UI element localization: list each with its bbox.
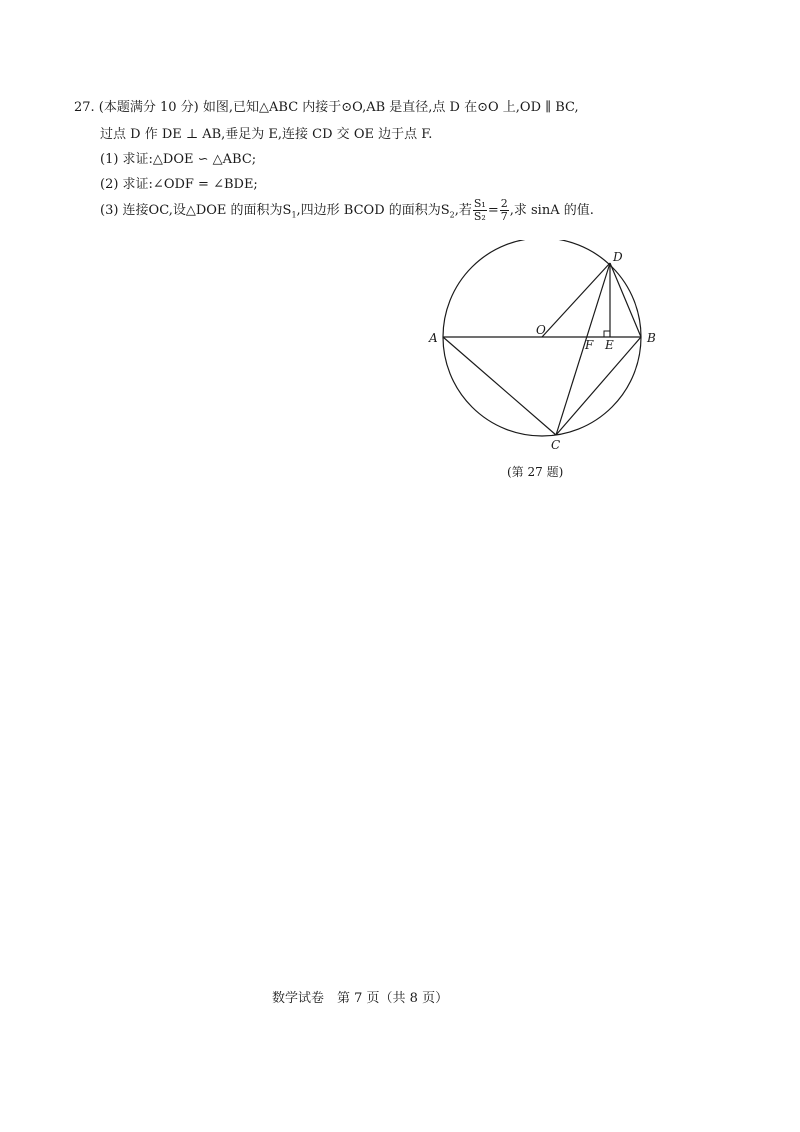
part3-text-before: (3) 连接OC,设△DOE 的面积为S <box>100 203 292 218</box>
figure-caption: (第 27 题) <box>507 465 564 479</box>
part3-ruo: ,若 <box>454 203 472 218</box>
label-a: A <box>429 331 438 345</box>
ratio-equals: = <box>487 203 499 218</box>
problem-line-1: 27. (本题满分 10 分) 如图,已知△ABC 内接于⊙O,AB 是直径,点 D 在⊙O 上,OD ∥ BC, <box>74 100 579 115</box>
label-d: D <box>613 250 623 264</box>
part3-text-mid: ,四边形 BCOD 的面积为S <box>296 203 450 218</box>
label-f: F <box>585 338 594 352</box>
segment-cd <box>556 263 610 435</box>
label-c: C <box>551 438 561 452</box>
part3-s2-sub: 2 <box>449 210 455 220</box>
right-angle-mark <box>604 331 610 337</box>
label-o: O <box>536 323 546 337</box>
page-footer: 数学试卷 第 7 页（共 8 页） <box>272 991 449 1006</box>
problem-part-1: (1) 求证:△DOE ∽ △ABC; <box>100 152 257 167</box>
segment-od <box>542 263 610 337</box>
label-e: E <box>605 338 614 352</box>
ratio-numerator: S₁ <box>473 197 486 210</box>
part3-text-after: ,求 sinA 的值. <box>509 203 594 218</box>
problem-line-2: 过点 D 作 DE ⊥ AB,垂足为 E,连接 CD 交 OE 边于点 F. <box>100 127 433 142</box>
part3-s1-sub: 1 <box>291 210 297 220</box>
problem-part-2: (2) 求证:∠ODF = ∠BDE; <box>100 177 258 192</box>
value-fraction <box>500 198 509 223</box>
ratio-fraction <box>473 198 487 223</box>
segment-ac <box>443 337 556 435</box>
problem-part-3 <box>100 198 594 225</box>
value-denominator: 7 <box>500 210 508 223</box>
geometry-figure <box>420 240 660 460</box>
ratio-denominator: S₂ <box>473 210 486 223</box>
value-numerator: 2 <box>500 197 508 210</box>
segment-db <box>610 263 641 337</box>
label-b: B <box>647 331 656 345</box>
